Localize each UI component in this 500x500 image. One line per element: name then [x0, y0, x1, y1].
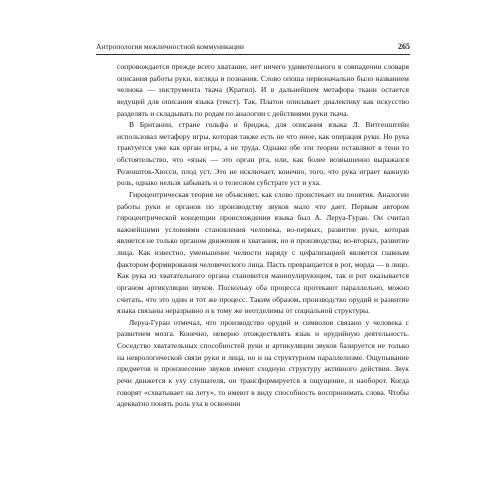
paragraph: Леруа-Гуран отмечал, что производство орудий и символов связано у человека с развитием мозга. Конечно, неверно отождествлять язык и орудийную деятельность. Соседство хватательных способностей руки и артикуляции звуков базируется не только на неврологической связи руки и лица, но и на структурном параллелизме. Ощупывание предметов и произнесение звуков имеют сходную структуру активного действия. Звук речи движется к уху слушателя, он трансформируется в ощущение, и наоборот. Когда говорят «схватывает на лету», то имеют в виду способность воспринимать слова. Чтобы адекватно понять роль уха в освоении: [117, 317, 409, 409]
running-head: [96, 42, 410, 52]
running-head-title: Антропология межличностной коммуникации: [96, 42, 244, 51]
body-text: [117, 61, 409, 410]
paragraph: В Британии, стране гольфа и бриджа, для описания языка Л. Витгенштейн использовал метафору игры, которая также есть не что иное, как операция руки. Но рука трактуется уже как орган игры, а не труда. Однако обе эти теории оставляют в тени то обстоятельство, что «язык — это орган рта, или, как более возвышенно выражался Розеншток-Хюсси, плод уст. Это не исключает, конечно, того, что рука играет важную роль, однако нельзя забывать и о телесном субстрате уст и уха.: [117, 120, 409, 188]
paragraph: Гироцентрическая теория не объясняет, как слово проистекает из понятия. Аналогии работы руки и органов по производству звуков мало что дает. Первым автором гироцентрической концепции происхождения языка был А. Леруа-Гуран. Он считал важнейшими условиями становления человека, во-первых, развитие руки, которая является не только органом движения и хватания, но и производства; во-вторых, развитие лица. Как известно, уменьшение челюсти наряду с цефализацией является главным фактором формирования человеческого лица. Пасть превращается в рот, морда — в лицо. Как рука из хватательного органа становится манипулирующим, так и рот оказывается органом артикуляции звуков. Поскольку оба процесса протекают параллельно, можно считать, что это один и тот же процесс. Таким образом, производство орудий и развитие языка связаны неразрывно и к тому же неотделимы от социальной структуры.: [117, 189, 409, 316]
paragraph: сопровождается прежде всего хватание, нет ничего удивительного в совпадении словаря описания работы руки, взгляда и познания. Слово опоша первоначально было названием челнока — инструмента ткача (Кратил). И в дальнейшем метафора ткани остается ведущей для описания языка (текст). Так, Платон описывает диалектику как искусство разделять и складывать по родам по аналогии с действиями руки ткача.: [117, 62, 409, 118]
page-number: 265: [398, 42, 410, 51]
header-rule: [96, 54, 410, 55]
